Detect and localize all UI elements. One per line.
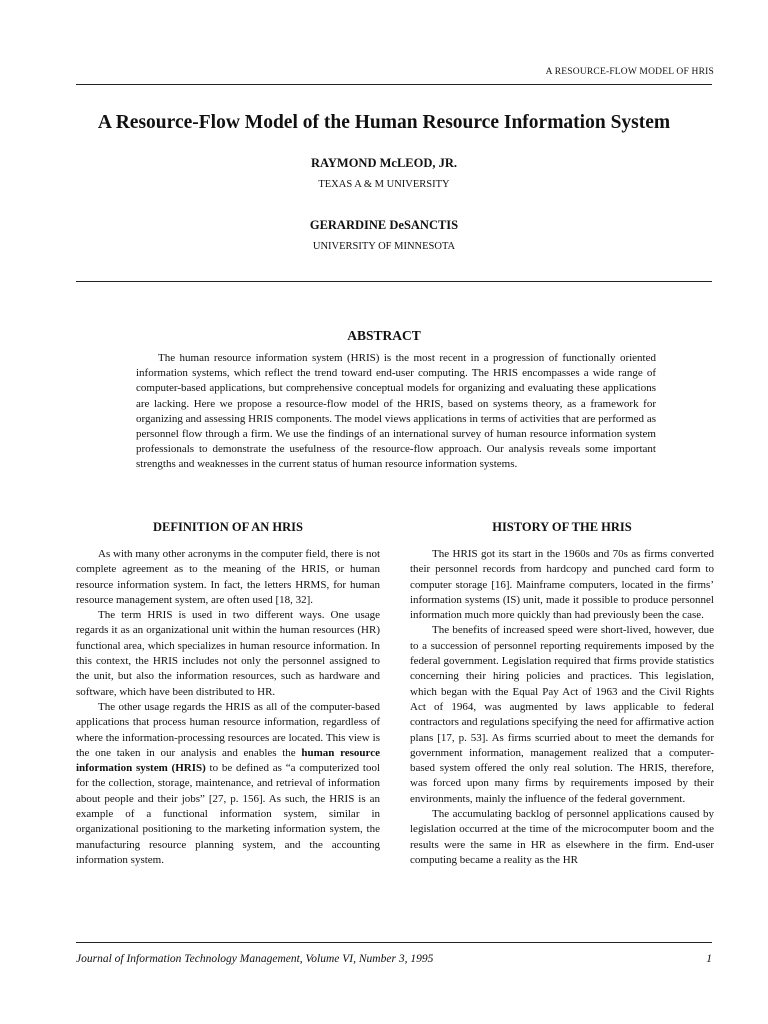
- paragraph-text: The other usage regards the HRIS as all of the computer-based applications that process human resource information, regardless of where the information-processing resources are located. This view is the one taken in our analysis and enables the: [76, 700, 380, 759]
- header-rule: [76, 84, 712, 85]
- left-column: [76, 520, 380, 868]
- page-number: 1: [706, 953, 712, 965]
- section-heading-definition: DEFINITION OF AN HRIS: [153, 520, 303, 534]
- abstract-heading: ABSTRACT: [347, 328, 421, 343]
- defined-term: human resource information system (HRIS): [76, 746, 380, 775]
- author-affiliation: TEXAS A & M UNIVERSITY: [318, 179, 450, 190]
- author-name: GERARDINE DeSANCTIS: [309, 218, 459, 232]
- paper-title: A Resource-Flow Model of the Human Resource Information System: [97, 112, 671, 133]
- paragraph: The benefits of increased speed were short-lived, however, due to a succession of personnel reporting requirements imposed by the federal government. Legislation required that firms provide statistics concerning their hiring policies and practices. This legislation, which began with the Equal Pay Act of 1963 and the Civil Rights Act of 1964, was augmented by laws applicable to federal contractors and regulations specifying the need for affirmative action plans [17, p. 53]. As firms scurried about to meet the demands for government information, management realized that a computer-based system offered the only real solution. The HRIS, therefore, was forced upon many firms by requirements imposed by their environments, mainly the influence of the federal government.: [410, 624, 715, 805]
- footer-rule: [76, 942, 712, 943]
- paragraph: [76, 700, 380, 868]
- author-name: RAYMOND McLEOD, JR.: [310, 156, 458, 170]
- author-block-1: [0, 156, 768, 190]
- paragraph: The term HRIS is used in two different ways. One usage regards it as an organizational unit within the human resources (HR) functional area, which specializes in human resource information. In this context, the HRIS includes not only the personnel assigned to the unit, but also the information resources, such as hardware and software, which have been distributed to HR.: [76, 609, 380, 698]
- paragraph: The HRIS got its start in the 1960s and 70s as firms converted their personnel records from hardcopy and punched card form to computer storage [16]. Mainframe computers, located in the firms’ information systems (IS) unit, made it possible to produce personnel information much more quickly than had previously been the case.: [410, 548, 714, 622]
- paragraph: The accumulating backlog of personnel applications caused by legislation occurred at the time of the microcomputer boom and the results were the same in HR as elsewhere in the firm. End-user computing became a reality as the HR: [410, 808, 714, 866]
- abstract-body: [136, 351, 656, 473]
- paragraph: As with many other acronyms in the computer field, there is not complete agreement as to the meaning of the HRIS, or human resource information system. In fact, the letters HRMS, for human resource management system, are often used [18, 32].: [76, 548, 380, 606]
- footer-journal-citation: Journal of Information Technology Management, Volume VI, Number 3, 1995: [76, 953, 434, 965]
- abstract-text: The human resource information system (HRIS) is the most recent in a progression of functionally oriented information systems, which reflect the trend toward end-user computing. The HRIS encompasses a wide range of computer-based applications, but comprehensive conceptual models for organizing and evaluating these applications are lacking. Here we propose a resource-flow model of the HRIS, based on systems theory, as a framework for organizing and assessing HRIS components. The model views applications in terms of activities that are performed as personnel flow through a firm. We use the findings of an international survey of human resource information system professionals to demonstrate the usefulness of the resource-flow approach. Our analysis reveals some important strengths and weaknesses in the current status of human resource information systems.: [136, 352, 656, 471]
- running-head: A RESOURCE-FLOW MODEL OF HRIS: [545, 67, 714, 77]
- section-rule: [76, 281, 712, 282]
- right-column: [410, 520, 714, 868]
- author-block-2: [0, 218, 768, 252]
- author-affiliation: UNIVERSITY OF MINNESOTA: [312, 241, 456, 252]
- section-heading-history: HISTORY OF THE HRIS: [492, 520, 632, 534]
- paragraph-text: to be defined as “a computerized tool for the collection, storage, maintenance, and retrieval of information about people and their jobs” [27, p. 156]. As such, the HRIS is an example of a functional information system, similar in organizational positioning to the marketing information system, the manufacturing resource planning system, and the accounting information system.: [76, 762, 380, 866]
